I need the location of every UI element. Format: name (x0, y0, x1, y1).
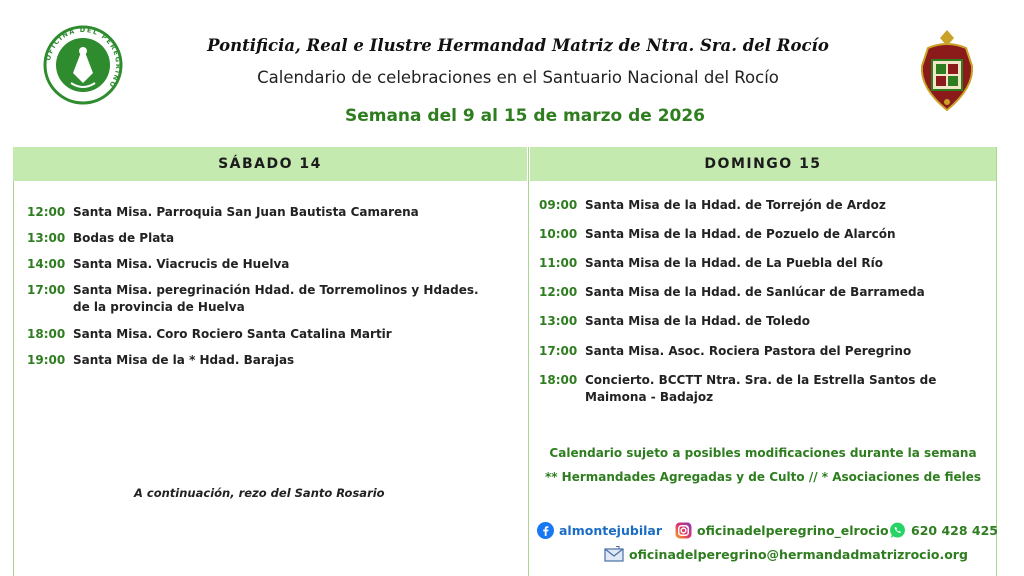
event-description: Concierto. BCCTT Ntra. Sra. de la Estrella Santos de Maimona - Badajoz (585, 373, 937, 404)
event-description: Santa Misa. Parroquia San Juan Bautista Camarena (73, 205, 419, 219)
schedule-disclaimer: Calendario sujeto a posibles modificaciones durante la semana (549, 446, 977, 460)
event-time: 18:00 (27, 327, 66, 341)
event-time: 14:00 (27, 257, 66, 271)
saturday-heading: SÁBADO 14 (218, 156, 322, 172)
email-address: oficinadelperegrino@hermandadmatrizrocio.org (629, 546, 968, 562)
event-description: Santa Misa. Coro Rociero Santa Catalina Martir (73, 327, 392, 341)
event-row (27, 230, 497, 247)
event-description: Santa Misa de la Hdad. de La Puebla del Río (585, 256, 884, 270)
event-row (27, 326, 497, 343)
event-row (27, 256, 497, 273)
event-time: 13:00 (539, 314, 578, 328)
event-row (539, 226, 994, 243)
email-link[interactable] (604, 546, 968, 562)
instagram-link[interactable] (675, 522, 889, 539)
event-time: 13:00 (27, 231, 66, 245)
facebook-icon (537, 522, 554, 539)
instagram-icon (675, 522, 692, 539)
column-divider (528, 147, 529, 576)
event-description: Santa Misa de la Hdad. de Sanlúcar de Barrameda (585, 285, 925, 299)
event-time: 09:00 (539, 198, 578, 212)
rosary-note: A continuación, rezo del Santo Rosario (134, 486, 385, 500)
event-description: Santa Misa de la Hdad. de Toledo (585, 314, 810, 328)
event-row (27, 282, 497, 316)
facebook-handle: almontejubilar (559, 523, 662, 538)
event-row (539, 197, 994, 214)
facebook-link[interactable] (537, 522, 662, 539)
event-row (539, 313, 994, 330)
logo-ring-text: OFICINA DEL PEREGRINO (44, 25, 123, 90)
event-description: Santa Misa de la Hdad. de Pozuelo de Alarcón (585, 227, 896, 241)
page-title: Pontificia, Real e Ilustre Hermandad Matriz de Ntra. Sra. del Rocío (207, 36, 829, 55)
event-time: 12:00 (27, 205, 66, 219)
event-time: 12:00 (539, 285, 578, 299)
page-subtitle: Calendario de celebraciones en el Santuario Nacional del Rocío (257, 68, 779, 87)
event-row (27, 204, 497, 221)
event-description: Santa Misa. Asoc. Rociera Pastora del Peregrino (585, 344, 912, 358)
event-description: Bodas de Plata (73, 231, 175, 245)
event-description: Santa Misa. Viacrucis de Huelva (73, 257, 290, 271)
event-row (539, 343, 994, 360)
event-row (27, 352, 497, 369)
sunday-heading: DOMINGO 15 (704, 156, 822, 172)
event-time: 10:00 (539, 227, 578, 241)
legend-note: ** Hermandades Agregadas y de Culto // * Asociaciones de fieles (544, 470, 982, 484)
column-divider (996, 147, 997, 576)
whatsapp-icon (889, 522, 906, 539)
event-description: Santa Misa de la Hdad. de Torrejón de Ardoz (585, 198, 886, 212)
event-description: Santa Misa de la * Hdad. Barajas (73, 353, 295, 367)
event-time: 19:00 (27, 353, 66, 367)
event-time: 17:00 (27, 283, 66, 297)
column-divider (13, 147, 14, 576)
mail-icon (604, 546, 624, 562)
event-time: 11:00 (539, 256, 578, 270)
event-row (539, 284, 994, 301)
event-time: 17:00 (539, 344, 578, 358)
whatsapp-number: 620 428 425 (911, 523, 998, 538)
event-row (539, 255, 994, 272)
instagram-handle: oficinadelperegrino_elrocio (697, 523, 889, 538)
event-description: Santa Misa. peregrinación Hdad. de Torremolinos y Hdades. de la provincia de Huelva (73, 283, 479, 314)
whatsapp-link[interactable] (889, 522, 998, 539)
event-time: 18:00 (539, 373, 578, 387)
event-row (539, 372, 994, 406)
week-range: Semana del 9 al 15 de marzo de 2026 (344, 106, 706, 126)
